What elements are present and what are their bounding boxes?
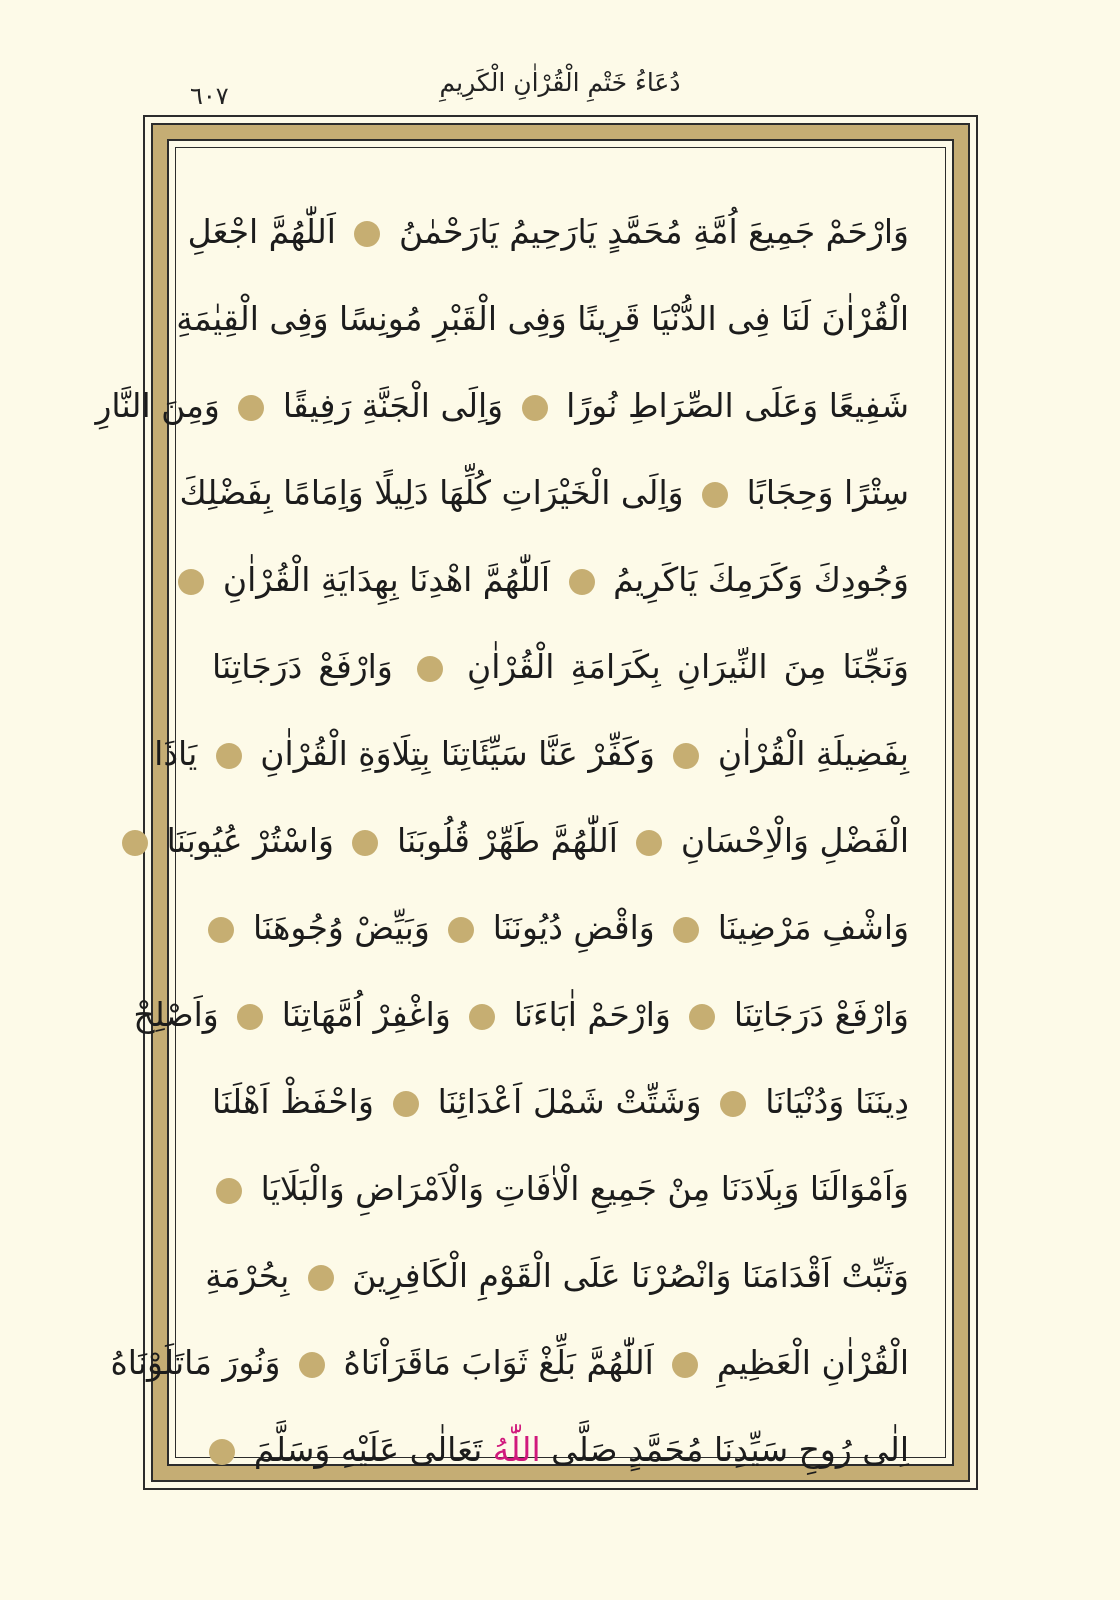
- text-segment: شَفِيعًا وَعَلَى الصِّرَاطِ نُورًا: [566, 386, 909, 425]
- text-segment: وَاَصْلِحْ: [133, 995, 219, 1034]
- stop-mark-icon: [354, 221, 380, 247]
- stop-mark-icon: [522, 395, 548, 421]
- divine-name: اللّٰهُ: [492, 1430, 541, 1469]
- stop-mark-icon: [209, 1439, 235, 1465]
- stop-mark-icon: [417, 656, 443, 682]
- stop-mark-icon: [569, 569, 595, 595]
- text-segment: وَكَفِّرْ عَنَّا سَيِّئَاتِنَا بِتِلَاوَةِ الْقُرْاٰنِ: [260, 734, 655, 773]
- text-line: [212, 1058, 909, 1145]
- text-segment: الْقُرْاٰنَ لَنَا فِى الدُّنْيَا قَرِينًا وَفِى الْقَبْرِ مُونِسًا وَفِى الْقِيٰمَةِ: [176, 299, 909, 338]
- text-line: [176, 275, 909, 362]
- text-segment: وَبَيِّضْ وُجُوهَنَا: [252, 908, 430, 947]
- stop-mark-icon: [238, 395, 264, 421]
- text-segment: وَاَمْوَالَنَا وَبِلَادَنَا مِنْ جَمِيعِ الْاٰفَاتِ وَالْاَمْرَاضِ وَالْبَلَايَا: [260, 1169, 909, 1208]
- text-segment: وَاسْتُرْ عُيُوبَنَا: [166, 821, 334, 860]
- stop-mark-icon: [689, 1004, 715, 1030]
- text-segment: وَارْحَمْ جَمِيعَ اُمَّةِ مُحَمَّدٍ يَارَحِيمُ يَارَحْمٰنُ: [398, 212, 909, 251]
- stop-mark-icon: [178, 569, 204, 595]
- text-segment: تَعَالٰى عَلَيْهِ وَسَلَّمَ: [243, 1430, 493, 1469]
- text-line: [212, 623, 909, 710]
- stop-mark-icon: [352, 830, 378, 856]
- stop-mark-icon: [720, 1091, 746, 1117]
- text-segment: وَثَبِّتْ اَقْدَامَنَا وَانْصُرْنَا عَلَى الْقَوْمِ الْكَافِرِينَ: [352, 1256, 909, 1295]
- text-segment: سِتْرًا وَحِجَابًا: [746, 473, 909, 512]
- prayer-text: [95, 188, 909, 1493]
- text-segment: وَارْفَعْ دَرَجَاتِنَا: [733, 995, 909, 1034]
- text-segment: وَارْحَمْ اٰبَاءَنَا: [513, 995, 671, 1034]
- text-line: [166, 797, 909, 884]
- text-segment: اَللّٰهُمَّ طَهِّرْ قُلُوبَنَا: [396, 821, 618, 860]
- text-segment: بِحُرْمَةِ: [205, 1256, 290, 1295]
- stop-mark-icon: [636, 830, 662, 856]
- gold-border-band: [95, 123, 970, 1482]
- text-segment: وَاحْفَظْ اَهْلَنَا: [212, 1082, 374, 1121]
- text-line: [205, 1232, 909, 1319]
- text-segment: اَللّٰهُمَّ اجْعَلِ: [187, 212, 336, 251]
- stop-mark-icon: [216, 1178, 242, 1204]
- text-segment: الْقُرْاٰنِ الْعَظِيمِ: [716, 1343, 909, 1382]
- stop-mark-icon: [673, 917, 699, 943]
- text-line: [133, 971, 909, 1058]
- text-segment: وَاغْفِرْ اُمَّهَاتِنَا: [281, 995, 451, 1034]
- text-line: [154, 710, 909, 797]
- text-segment: دِينَنَا وَدُنْيَانَا: [765, 1082, 909, 1121]
- text-segment: وَمِنَ النَّارِ: [95, 386, 220, 425]
- text-segment: وَارْفَعْ دَرَجَاتِنَا: [212, 647, 393, 686]
- stop-mark-icon: [208, 917, 234, 943]
- text-segment: اَللّٰهُمَّ بَلِّغْ ثَوَابَ مَاقَرَاْنَاهُ: [343, 1343, 654, 1382]
- page-frame: [95, 115, 978, 1490]
- text-segment: اِلٰى رُوحِ سَيِّدِنَا مُحَمَّدٍ صَلَّى: [540, 1430, 909, 1469]
- stop-mark-icon: [308, 1265, 334, 1291]
- stop-mark-icon: [672, 1352, 698, 1378]
- text-line: [212, 536, 909, 623]
- stop-mark-icon: [299, 1352, 325, 1378]
- stop-mark-icon: [216, 743, 242, 769]
- text-line: [212, 884, 909, 971]
- text-segment: يَاذَا: [154, 734, 198, 773]
- stop-mark-icon: [469, 1004, 495, 1030]
- text-segment: وَاِلَى الْجَنَّةِ رَفِيقًا: [282, 386, 504, 425]
- text-segment: وَشَتِّتْ شَمْلَ اَعْدَائِنَا: [437, 1082, 702, 1121]
- page-title: دُعَاءُ خَتْمِ الْقُرْاٰنِ الْكَرِيمِ: [439, 68, 681, 97]
- stop-mark-icon: [393, 1091, 419, 1117]
- inner-frame: [95, 139, 954, 1469]
- text-segment: وَنَجِّنَا مِنَ النِّيرَانِ بِكَرَامَةِ الْقُرْاٰنِ: [466, 647, 909, 686]
- page-number: ٦٠٧: [190, 82, 229, 110]
- text-segment: وَاِلَى الْخَيْرَاتِ كُلِّهَا دَلِيلًا وَاِمَامًا بِفَضْلِكَ: [179, 473, 684, 512]
- stop-mark-icon: [122, 830, 148, 856]
- text-line: [187, 188, 909, 275]
- text-line: [179, 449, 909, 536]
- text-segment: بِفَضِيلَةِ الْقُرْاٰنِ: [717, 734, 909, 773]
- text-line: [110, 1319, 909, 1406]
- text-line: [95, 362, 909, 449]
- stop-mark-icon: [673, 743, 699, 769]
- stop-mark-icon: [702, 482, 728, 508]
- text-area: [95, 147, 946, 1469]
- text-line: [212, 1145, 909, 1232]
- text-segment: الْفَضْلِ وَالْاِحْسَانِ: [680, 821, 909, 860]
- text-segment: وَنُورَ مَاتَلَوْنَاهُ: [110, 1343, 281, 1382]
- stop-mark-icon: [448, 917, 474, 943]
- text-segment: وَاقْضِ دُيُونَنَا: [492, 908, 655, 947]
- text-segment: اَللّٰهُمَّ اهْدِنَا بِهِدَايَةِ الْقُرْاٰنِ: [222, 560, 551, 599]
- text-segment: وَاشْفِ مَرْضِينَا: [717, 908, 909, 947]
- text-line: [212, 1406, 909, 1493]
- stop-mark-icon: [237, 1004, 263, 1030]
- text-segment: وَجُودِكَ وَكَرَمِكَ يَاكَرِيمُ: [613, 560, 909, 599]
